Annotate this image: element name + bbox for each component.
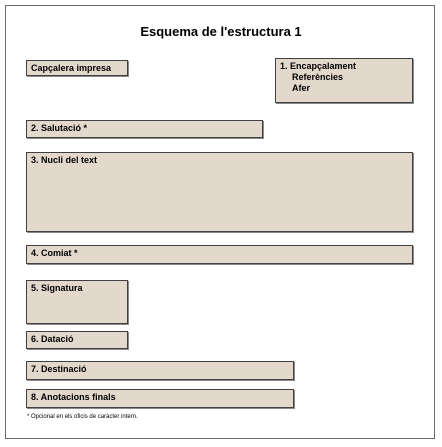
box-encapcalament-line-3: Afer (292, 83, 311, 93)
box-encapcalament (275, 58, 413, 103)
box-datacio-label: 6. Datació (31, 334, 74, 344)
box-nucli-del-text-label: 3. Nucli del text (31, 155, 98, 165)
box-destinacio-label: 7. Destinació (31, 364, 87, 374)
box-nucli-del-text (26, 152, 413, 232)
box-salutacio-label: 2. Salutació * (31, 123, 88, 133)
box-comiat (26, 245, 413, 264)
box-capcalera-impresa (26, 60, 128, 76)
box-encapcalament-line-2: Referències (292, 72, 344, 82)
box-datacio (26, 331, 128, 349)
footnote: * Opcional en els oficis de caràcter intern. (27, 414, 138, 420)
box-capcalera-impresa-label: Capçalera impresa (31, 63, 112, 73)
box-encapcalament-line-1: 1. Encapçalament (280, 61, 357, 71)
box-destinacio (26, 361, 294, 380)
box-signatura-label: 5. Signatura (31, 283, 83, 293)
box-anotacions-finals-label: 8. Anotacions finals (31, 392, 116, 402)
diagram-title: Esquema de l'estructura 1 (140, 24, 302, 39)
box-signatura (26, 280, 128, 324)
box-anotacions-finals (26, 389, 294, 408)
box-salutacio (26, 120, 263, 138)
box-comiat-label: 4. Comiat * (31, 248, 78, 258)
